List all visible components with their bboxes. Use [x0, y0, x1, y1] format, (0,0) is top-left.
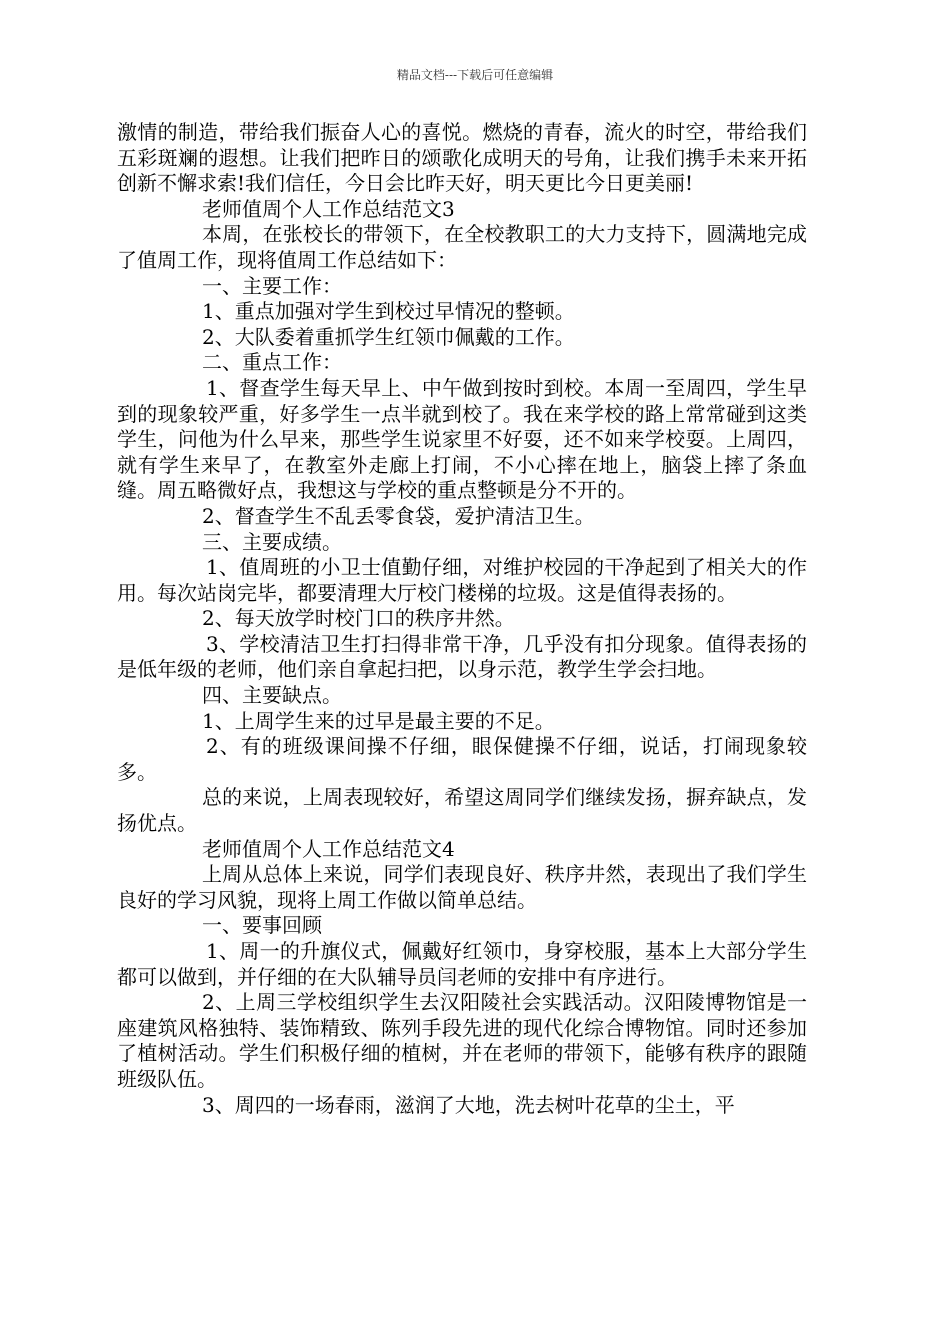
paragraph: 1、上周学生来的过早是最主要的不足。	[202, 708, 555, 733]
paragraph: 1、周一的升旗仪式，佩戴好红领巾，身穿校服，基本上大部分学生都可以做到，并仔细的在大队辅导员闫老师的安排中有序进行。	[117, 939, 807, 989]
paragraph: 1、重点加强对学生到校过早情况的整顿。	[202, 299, 575, 324]
paragraph: 一、要事回顾	[202, 913, 322, 938]
paragraph: 3、周四的一场春雨，滋润了大地，洗去树叶花草的尘土，平	[202, 1092, 735, 1117]
paragraph: 三、主要成绩。	[202, 529, 342, 554]
paragraph: 老师值周个人工作总结范文3	[202, 196, 455, 221]
paragraph: 一、主要工作：	[202, 273, 342, 298]
paragraph: 2、上周三学校组织学生去汉阳陵社会实践活动。汉阳陵博物馆是一座建筑风格独特、装饰精致、陈列手段先进的现代化综合博物馆。同时还参加了植树活动。学生们积极仔细的植树，并在老师的带领下，能够有秩序的跟随班级队伍。	[117, 990, 807, 1091]
document-body	[117, 120, 807, 1118]
paragraph: 总的来说，上周表现较好，希望这周同学们继续发扬，摒弃缺点，发扬优点。	[117, 785, 807, 836]
paragraph: 2、每天放学时校门口的秩序井然。	[202, 606, 515, 631]
paragraph: 2、督查学生不乱丢零食袋，爱护清洁卫生。	[202, 503, 595, 528]
paragraph: 1、值周班的小卫士值勤仔细，对维护校园的干净起到了相关大的作用。每次站岗完毕，都要清理大厅校门楼梯的垃圾。这是值得表扬的。	[117, 555, 807, 605]
paragraph: 老师值周个人工作总结范文4	[202, 836, 455, 861]
paragraph: 1、督查学生每天早上、中午做到按时到校。本周一至周四，学生早到的现象较严重，好多学生一点半就到校了。我在来学校的路上常常碰到这类学生，问他为什么早来，那些学生说家里不好耍，还不如来学校耍。上周四，就有学生来早了，在教室外走廊上打闹，不小心摔在地上，脑袋上摔了条血缝。周五略微好点，我想这与学校的重点整顿是分不开的。	[117, 375, 807, 503]
paragraph: 上周从总体上来说，同学们表现良好、秩序井然，表现出了我们学生良好的学习风貌，现将上周工作做以简单总结。	[117, 862, 807, 912]
page-header: 精品文档---下载后可任意编辑	[396, 68, 554, 82]
paragraph: 激情的制造，带给我们振奋人心的喜悦。燃烧的青春，流火的时空，带给我们五彩斑斓的遐想。让我们把昨日的颂歌化成明天的号角，让我们携手未来开拓创新不懈求索!我们信任，今日会比昨天好，明天更比今日更美丽!	[117, 120, 807, 196]
paragraph: 2、有的班级课间操不仔细，眼保健操不仔细，说话，打闹现象较多。	[117, 734, 807, 784]
paragraph: 本周，在张校长的带领下，在全校教职工的大力支持下，圆满地完成了值周工作，现将值周工作总结如下：	[117, 222, 807, 272]
paragraph: 2、大队委着重抓学生红领巾佩戴的工作。	[202, 324, 575, 349]
paragraph: 四、主要缺点。	[202, 683, 342, 708]
paragraph: 3、学校清洁卫生打扫得非常干净，几乎没有扣分现象。值得表扬的是低年级的老师，他们亲自拿起扫把，以身示范，教学生学会扫地。	[117, 631, 807, 682]
paragraph: 二、重点工作：	[202, 350, 342, 375]
